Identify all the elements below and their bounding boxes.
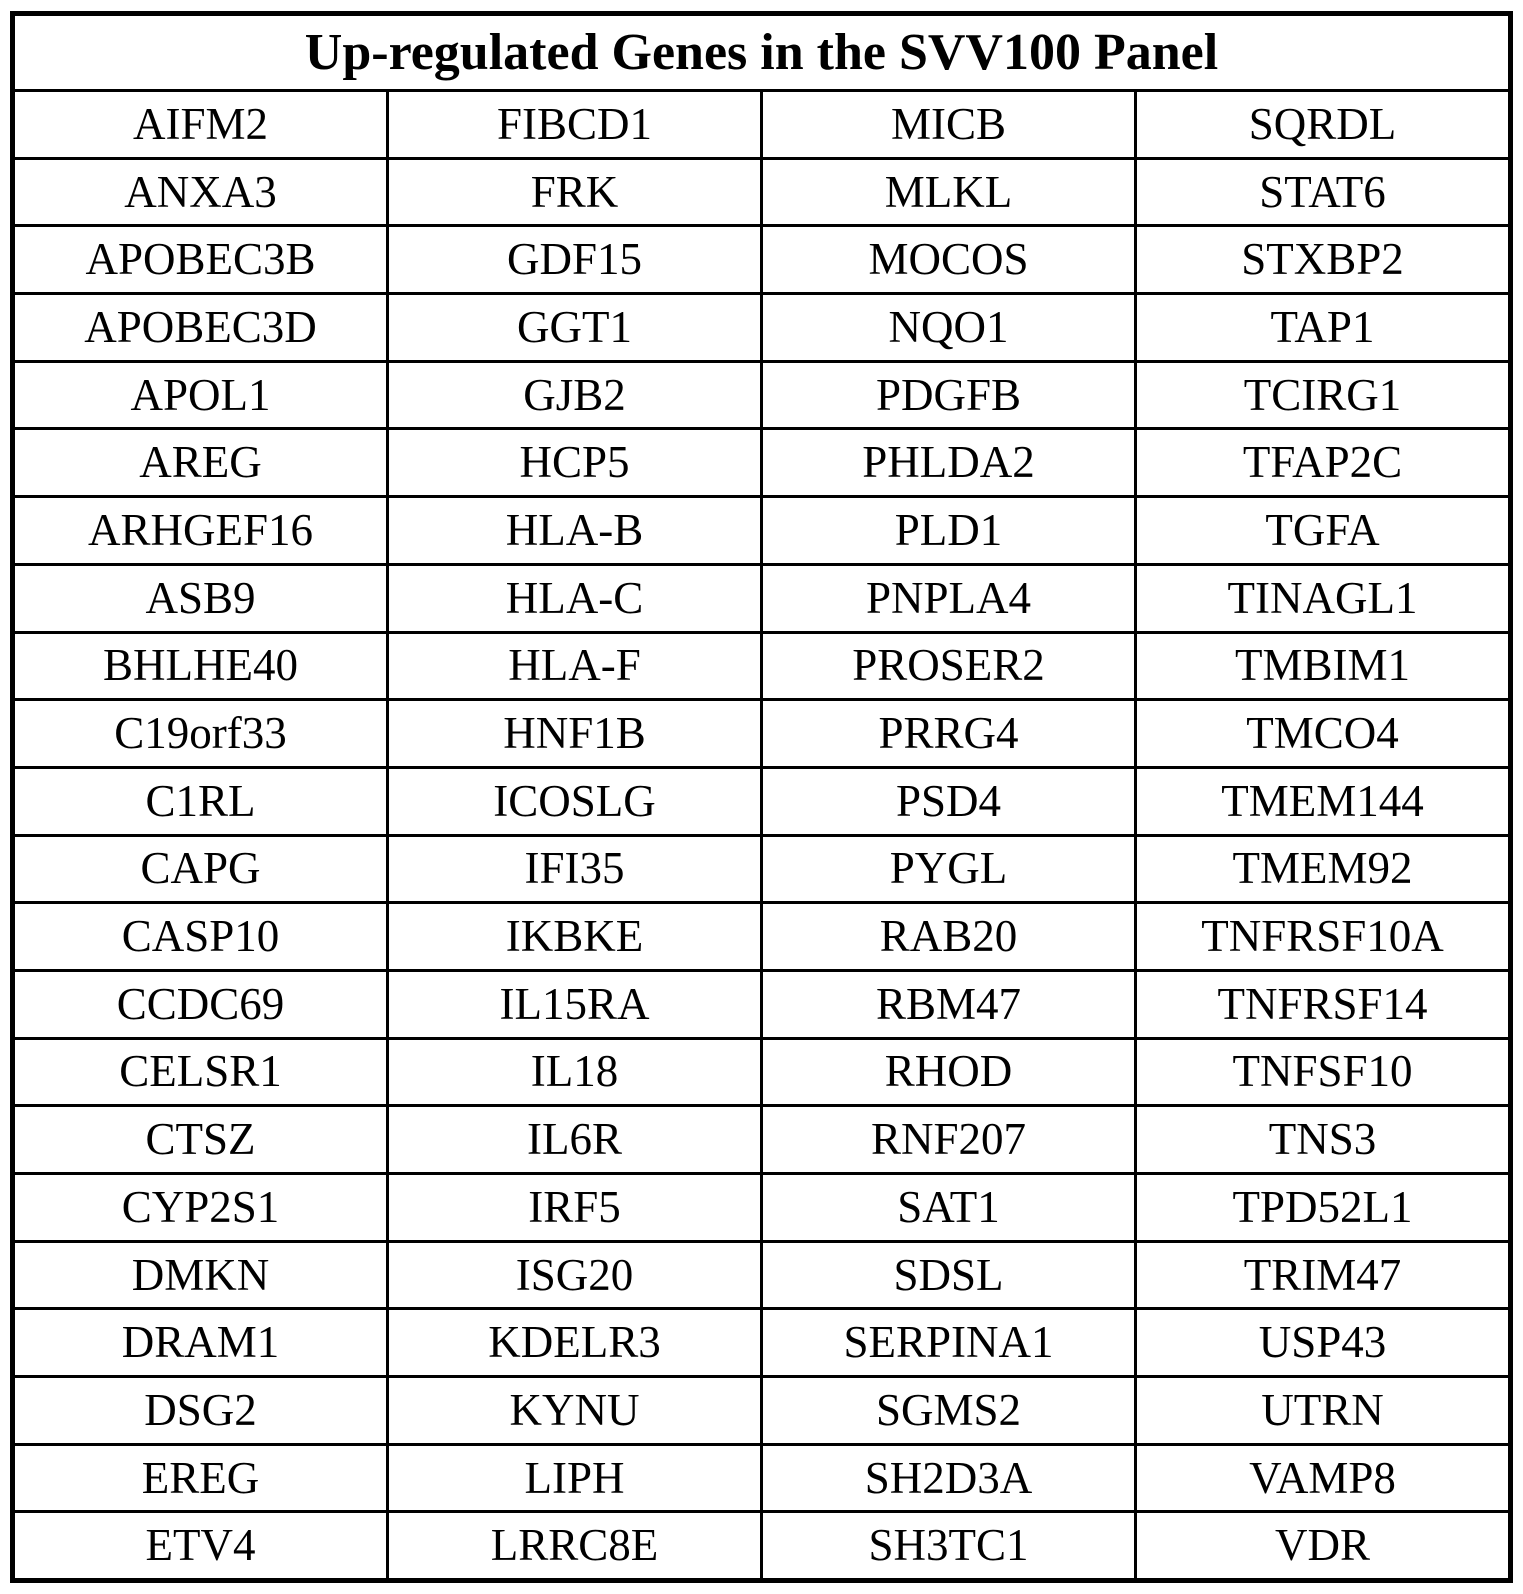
gene-cell: SH3TC1	[763, 1513, 1137, 1578]
gene-cell: SERPINA1	[763, 1310, 1137, 1375]
gene-cell: SH2D3A	[763, 1446, 1137, 1511]
gene-cell: FRK	[389, 160, 763, 225]
gene-cell: SQRDL	[1248, 98, 1397, 149]
table-row	[15, 1378, 1508, 1446]
gene-cell: TCIRG1	[1243, 369, 1402, 420]
gene-cell: CAPG	[15, 837, 389, 902]
gene-cell: APOBEC3D	[15, 295, 389, 360]
gene-cell: TNFSF10	[1232, 1046, 1413, 1097]
table-row	[15, 1310, 1508, 1378]
gene-cell: TPD52L1	[1232, 1181, 1413, 1232]
gene-cell: KYNU	[389, 1378, 763, 1443]
gene-cell: AIFM2	[15, 92, 389, 157]
table-row	[15, 1513, 1508, 1578]
gene-cell: PNPLA4	[763, 566, 1137, 631]
gene-cell: HNF1B	[389, 701, 763, 766]
gene-cell: ICOSLG	[389, 769, 763, 834]
gene-cell: RHOD	[763, 1040, 1137, 1105]
gene-cell: IRF5	[389, 1175, 763, 1240]
gene-cell: SGMS2	[763, 1378, 1137, 1443]
gene-cell: VAMP8	[1249, 1452, 1396, 1503]
up-regulated-genes-table	[10, 11, 1513, 1583]
gene-cell: RBM47	[763, 972, 1137, 1037]
gene-cell: HCP5	[389, 430, 763, 495]
table-row	[15, 160, 1508, 228]
gene-cell: TMEM144	[1221, 775, 1424, 826]
gene-cell: TNFRSF10A	[1201, 911, 1444, 962]
gene-cell: CELSR1	[15, 1040, 389, 1105]
table-row	[15, 701, 1508, 769]
table-row	[15, 837, 1508, 905]
gene-cell: IFI35	[389, 837, 763, 902]
gene-cell: KDELR3	[389, 1310, 763, 1375]
table-row	[15, 430, 1508, 498]
gene-cell: PLD1	[763, 498, 1137, 563]
gene-cell: TAP1	[1270, 301, 1375, 352]
gene-cell: IL18	[389, 1040, 763, 1105]
gene-cell: ARHGEF16	[15, 498, 389, 563]
gene-cell: ASB9	[15, 566, 389, 631]
gene-cell: LRRC8E	[389, 1513, 763, 1578]
gene-cell: CASP10	[15, 904, 389, 969]
gene-cell: STXBP2	[1241, 234, 1404, 285]
table-row	[15, 1243, 1508, 1311]
gene-cell: SDSL	[763, 1243, 1137, 1308]
gene-cell: PRRG4	[763, 701, 1137, 766]
gene-cell: TRIM47	[1243, 1249, 1402, 1300]
gene-cell: ETV4	[15, 1513, 389, 1578]
table-row	[15, 295, 1508, 363]
table-row	[15, 566, 1508, 634]
gene-cell: TFAP2C	[1242, 437, 1403, 488]
gene-cell: VDR	[1274, 1520, 1370, 1571]
gene-cell: APOBEC3B	[15, 227, 389, 292]
gene-cell: SAT1	[763, 1175, 1137, 1240]
gene-cell: MICB	[763, 92, 1137, 157]
table-row	[15, 1175, 1508, 1243]
gene-cell: PROSER2	[763, 634, 1137, 699]
gene-cell: LIPH	[389, 1446, 763, 1511]
gene-cell: ISG20	[389, 1243, 763, 1308]
gene-cell: MLKL	[763, 160, 1137, 225]
gene-cell: TGFA	[1265, 504, 1380, 555]
gene-cell: IKBKE	[389, 904, 763, 969]
gene-cell: HLA-F	[389, 634, 763, 699]
gene-cell: FIBCD1	[389, 92, 763, 157]
gene-cell: HLA-B	[389, 498, 763, 563]
gene-cell: PHLDA2	[763, 430, 1137, 495]
table-body	[15, 92, 1508, 1578]
gene-cell: TMCO4	[1246, 708, 1399, 759]
gene-cell: CTSZ	[15, 1107, 389, 1172]
gene-cell: GGT1	[389, 295, 763, 360]
gene-cell: APOL1	[15, 363, 389, 428]
gene-cell: HLA-C	[389, 566, 763, 631]
gene-cell: DRAM1	[15, 1310, 389, 1375]
table-row	[15, 1446, 1508, 1514]
table-row	[15, 227, 1508, 295]
gene-cell: BHLHE40	[15, 634, 389, 699]
gene-cell: RNF207	[763, 1107, 1137, 1172]
gene-cell: TNFRSF14	[1217, 978, 1428, 1029]
gene-cell: PYGL	[763, 837, 1137, 902]
table-row	[15, 634, 1508, 702]
gene-cell: GDF15	[389, 227, 763, 292]
table-row	[15, 972, 1508, 1040]
gene-cell: CYP2S1	[15, 1175, 389, 1240]
table-row	[15, 904, 1508, 972]
gene-cell: NQO1	[763, 295, 1137, 360]
table-row	[15, 92, 1508, 160]
gene-cell: UTRN	[1261, 1384, 1384, 1435]
table-row	[15, 1040, 1508, 1108]
gene-cell: MOCOS	[763, 227, 1137, 292]
gene-cell: USP43	[1258, 1317, 1387, 1368]
gene-cell: DSG2	[15, 1378, 389, 1443]
gene-cell: TMEM92	[1232, 843, 1413, 894]
gene-cell: STAT6	[1259, 166, 1386, 217]
gene-cell: EREG	[15, 1446, 389, 1511]
gene-cell: RAB20	[763, 904, 1137, 969]
gene-cell: CCDC69	[15, 972, 389, 1037]
gene-cell: C1RL	[15, 769, 389, 834]
gene-cell: PSD4	[763, 769, 1137, 834]
gene-cell: IL15RA	[389, 972, 763, 1037]
table-row	[15, 769, 1508, 837]
table-title: Up-regulated Genes in the SVV100 Panel	[15, 16, 1508, 92]
gene-cell: AREG	[15, 430, 389, 495]
gene-cell: GJB2	[389, 363, 763, 428]
gene-cell: PDGFB	[763, 363, 1137, 428]
gene-cell: ANXA3	[15, 160, 389, 225]
gene-cell: DMKN	[15, 1243, 389, 1308]
gene-cell: TMBIM1	[1234, 640, 1410, 691]
gene-cell: C19orf33	[15, 701, 389, 766]
gene-cell: TNS3	[1268, 1114, 1377, 1165]
table-row	[15, 498, 1508, 566]
table-row	[15, 1107, 1508, 1175]
gene-cell: TINAGL1	[1227, 572, 1418, 623]
gene-cell: IL6R	[389, 1107, 763, 1172]
table-row	[15, 363, 1508, 431]
